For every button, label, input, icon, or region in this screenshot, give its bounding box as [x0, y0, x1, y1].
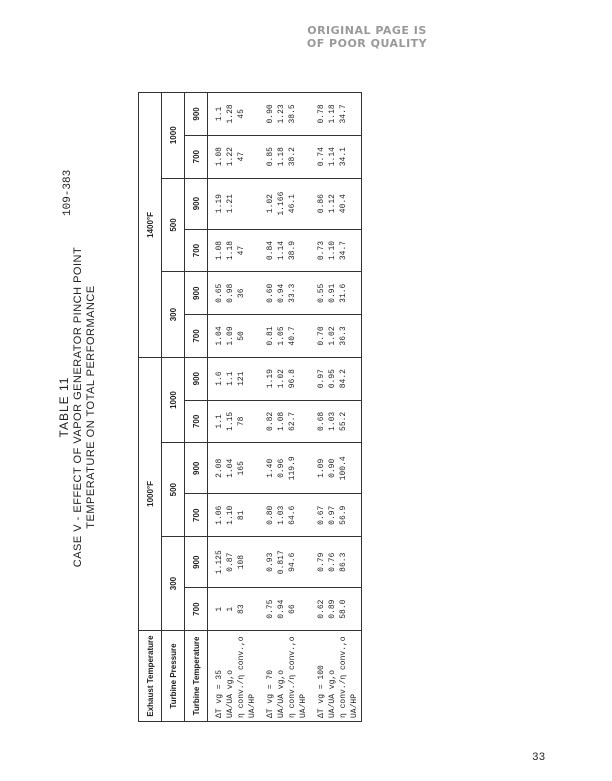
cell-value: 1.02 — [266, 194, 275, 214]
data-cell — [259, 93, 310, 136]
data-cell — [208, 93, 260, 136]
row-label — [208, 631, 260, 722]
cell-value: 46.1 — [288, 194, 297, 214]
cell-value: 0.55 — [317, 283, 326, 303]
cell-value: 1.19 — [215, 194, 224, 214]
table-body — [208, 93, 362, 722]
cell-value: 0.95 — [328, 369, 337, 389]
data-cell — [259, 272, 310, 315]
cell-value: 0.93 — [266, 552, 275, 572]
cell-value: 0.67 — [317, 505, 326, 525]
turbine-pressure-header-row — [162, 93, 185, 722]
data-cell — [310, 494, 362, 537]
cell-value: 0.87 — [226, 552, 235, 572]
row-label-line: η conv./η conv.,o — [339, 636, 348, 718]
cell-value: 1.04 — [215, 326, 224, 346]
turbine-temp-header: 900 — [185, 537, 208, 588]
turbine-pressure-label: Turbine Pressure — [162, 631, 185, 722]
turbine-temp-header: 900 — [185, 272, 208, 315]
cell-value: 0.817 — [277, 550, 286, 575]
cell-value: 58.0 — [339, 599, 348, 619]
cell-value: 108 — [237, 555, 246, 570]
data-cell — [310, 443, 362, 494]
turbine-temp-header: 900 — [185, 178, 208, 229]
cell-value: 56.9 — [339, 505, 348, 525]
pressure-header: 1000 — [162, 93, 185, 179]
cell-value: 0.79 — [317, 552, 326, 572]
cell-value: 1.18 — [277, 147, 286, 167]
data-cell — [310, 357, 362, 400]
pressure-header: 500 — [162, 178, 185, 272]
cell-value: 34.1 — [339, 147, 348, 167]
cell-value: 1.08 — [215, 240, 224, 261]
cell-value: 1.10 — [328, 240, 337, 261]
cell-value: 36 — [237, 288, 246, 299]
cell-value: 121 — [237, 371, 246, 386]
turbine-temp-header: 900 — [185, 357, 208, 400]
cell-value: 1.21 — [226, 194, 235, 214]
exhaust-temperature-label: Exhaust Temperature — [139, 631, 162, 722]
cell-value: 100.4 — [339, 456, 348, 481]
cell-value: 0.74 — [317, 147, 326, 167]
data-cell — [259, 443, 310, 494]
cell-value: 0.62 — [317, 599, 326, 619]
data-cell — [259, 537, 310, 588]
row-label-line: UA/UA vg,o — [328, 669, 337, 718]
data-cell — [208, 443, 260, 494]
row-label-line: ΔT vg = 100 — [317, 665, 326, 718]
cell-value: 94.6 — [288, 552, 297, 572]
cell-value: 0.97 — [317, 369, 326, 389]
cell-value: 86.3 — [339, 552, 348, 572]
cell-value: 0.89 — [328, 599, 337, 619]
cell-value: 31.6 — [339, 283, 348, 303]
cell-value: 1.10 — [226, 505, 235, 525]
cell-value — [236, 181, 247, 227]
cell-value: 0.82 — [266, 411, 275, 431]
data-cell — [310, 272, 362, 315]
table-subtitle-2: TEMPERATURE ON TOTAL PERFORMANCE — [85, 285, 97, 529]
turbine-temp-header: 700 — [185, 315, 208, 358]
data-cell — [208, 494, 260, 537]
row-label-line: UA/HP — [248, 693, 257, 718]
cell-value: 1.02 — [328, 326, 337, 346]
cell-value: 1.04 — [226, 458, 235, 478]
cell-value: 1.125 — [215, 550, 224, 575]
row-label-line: UA/HP — [350, 693, 359, 718]
row-label — [310, 631, 362, 722]
cell-value: 1.12 — [328, 194, 337, 214]
pressure-header: 300 — [162, 537, 185, 631]
turbine-temp-header: 700 — [185, 588, 208, 631]
cell-value: 1.09 — [226, 326, 235, 346]
page-number: 33 — [532, 752, 546, 764]
cell-value: 1.06 — [215, 505, 224, 525]
data-cell — [259, 357, 310, 400]
cell-value: 0.98 — [226, 283, 235, 303]
cell-value: 0.85 — [266, 147, 275, 167]
cell-value: 55.2 — [339, 411, 348, 431]
row-label-line: UA/HP — [299, 693, 308, 718]
cell-value: 66 — [288, 604, 297, 614]
cell-value: 47 — [237, 245, 246, 256]
data-cell — [310, 229, 362, 272]
cell-value: 1.03 — [328, 411, 337, 431]
cell-value: 0.81 — [266, 326, 275, 346]
turbine-temp-header: 700 — [185, 135, 208, 178]
cell-value: 0.97 — [328, 505, 337, 525]
cell-value: 0.75 — [266, 599, 275, 619]
row-label-line: UA/UA vg,o — [226, 669, 235, 718]
pressure-header: 1000 — [162, 357, 185, 442]
cell-value: 84.2 — [339, 369, 348, 389]
cell-value: 1.19 — [266, 369, 275, 389]
cell-value: 78 — [237, 416, 246, 427]
exhaust-temp-1400: 1400°F — [139, 93, 162, 358]
cell-value: 1.14 — [328, 147, 337, 167]
cell-value: 0.84 — [266, 240, 275, 261]
cell-value: 83 — [237, 604, 246, 614]
row-label — [259, 631, 310, 722]
cell-value: 1.18 — [226, 240, 235, 261]
cell-value: 119.9 — [288, 456, 297, 481]
cell-value: 38.9 — [288, 240, 297, 261]
exhaust-temp-1000: 1000°F — [139, 357, 162, 630]
data-cell — [259, 315, 310, 358]
cell-value: 1.28 — [226, 104, 235, 124]
cell-value: 0.80 — [266, 505, 275, 525]
row-label-line: ΔT vg = 70 — [266, 669, 275, 718]
cell-value: 62.7 — [288, 411, 297, 431]
data-cell — [208, 229, 260, 272]
cell-value: 1.09 — [317, 458, 326, 478]
cell-value: 1 — [215, 606, 224, 612]
data-cell — [208, 272, 260, 315]
cell-value: 50 — [237, 331, 246, 341]
turbine-temperature-label: Turbine Temperature — [185, 631, 208, 722]
cell-value: 0.90 — [328, 458, 337, 478]
data-cell — [259, 229, 310, 272]
cell-value: 1.6 — [215, 371, 224, 386]
data-cell — [208, 135, 260, 178]
turbine-temp-header: 700 — [185, 494, 208, 537]
turbine-temp-header: 700 — [185, 229, 208, 272]
cell-value: 45 — [237, 109, 246, 119]
data-cell — [310, 178, 362, 229]
original-page-stamp — [292, 24, 442, 50]
cell-value: 165 — [237, 461, 246, 476]
row-label-line: η conv./η conv.,o — [288, 636, 297, 718]
performance-table — [138, 92, 362, 722]
data-cell — [310, 93, 362, 136]
cell-value: 1.1 — [226, 371, 235, 386]
cell-value: 1.14 — [277, 240, 286, 261]
pressure-header: 300 — [162, 272, 185, 357]
cell-value: 40.4 — [339, 194, 348, 214]
cell-value: 1.03 — [277, 505, 286, 525]
cell-value: 0.90 — [266, 104, 275, 124]
cell-value: 0.68 — [317, 411, 326, 431]
cell-value: 1.08 — [215, 147, 224, 167]
data-cell — [208, 178, 260, 229]
data-cell — [208, 400, 260, 443]
cell-value: 1.22 — [226, 147, 235, 167]
rotated-table-page — [56, 92, 596, 722]
data-cell — [259, 135, 310, 178]
cell-value: 1.40 — [266, 458, 275, 478]
cell-value: 0.76 — [328, 552, 337, 572]
table-row — [259, 93, 310, 722]
cell-value: 0.94 — [277, 599, 286, 619]
data-cell — [208, 588, 260, 631]
cell-value: 96.8 — [288, 369, 297, 389]
row-label-line: η conv./η conv.,o — [237, 636, 246, 718]
cell-value: 1 — [226, 606, 235, 612]
data-cell — [259, 178, 310, 229]
cell-value: 33.3 — [288, 283, 297, 303]
data-cell — [259, 588, 310, 631]
data-cell — [310, 537, 362, 588]
turbine-temp-header: 900 — [185, 93, 208, 136]
table-row — [310, 93, 362, 722]
cell-value: 34.7 — [339, 240, 348, 261]
cell-value: 38.5 — [288, 104, 297, 124]
exhaust-temperature-header-row — [139, 93, 162, 722]
stamp-line-1: ORIGINAL PAGE IS — [307, 24, 427, 37]
cell-value: 81 — [237, 510, 246, 521]
turbine-temperature-header-row — [185, 93, 208, 722]
data-cell — [310, 315, 362, 358]
cell-value: 0.70 — [317, 326, 326, 346]
pressure-header: 500 — [162, 443, 185, 537]
turbine-temp-header: 900 — [185, 443, 208, 494]
row-label-line: ΔT vg = 35 — [215, 669, 224, 718]
data-cell — [259, 400, 310, 443]
cell-value: 47 — [237, 151, 246, 162]
cell-value: 0.94 — [277, 283, 286, 303]
data-cell — [208, 357, 260, 400]
cell-value: 1.05 — [277, 326, 286, 346]
cell-value: 0.96 — [277, 458, 286, 478]
data-cell — [208, 315, 260, 358]
cell-value: 36.3 — [339, 326, 348, 346]
cell-value: 38.2 — [288, 147, 297, 167]
cell-value: 2.08 — [215, 458, 224, 478]
table-subtitle-1: CASE V - EFFECT OF VAPOR GENERATOR PINCH POINT — [72, 246, 84, 568]
cell-value: 0.86 — [317, 194, 326, 214]
document-number: 109-383 — [62, 169, 74, 216]
cell-value: 1.23 — [277, 104, 286, 124]
row-label-line: UA/UA vg,o — [277, 669, 286, 718]
table-title: TABLE 11 — [57, 376, 71, 438]
table-title-block — [56, 92, 98, 722]
cell-value: 0.78 — [317, 104, 326, 124]
cell-value: 1.02 — [277, 369, 286, 389]
cell-value: 40.7 — [288, 326, 297, 346]
stamp-line-2: OF POOR QUALITY — [306, 37, 428, 50]
data-cell — [208, 537, 260, 588]
data-cell — [310, 400, 362, 443]
cell-value: 1.15 — [226, 411, 235, 431]
cell-value: 0.91 — [328, 283, 337, 303]
data-cell — [259, 494, 310, 537]
cell-value: 1.166 — [277, 191, 286, 216]
data-cell — [310, 135, 362, 178]
cell-value: 64.6 — [288, 505, 297, 525]
cell-value: 1.1 — [215, 414, 224, 429]
table-row — [208, 93, 260, 722]
cell-value: 0.60 — [266, 283, 275, 303]
turbine-temp-header: 700 — [185, 400, 208, 443]
cell-value: 1.1 — [215, 106, 224, 122]
cell-value: 1.08 — [277, 411, 286, 431]
cell-value: 34.7 — [339, 104, 348, 124]
cell-value: 1.18 — [328, 104, 337, 124]
data-cell — [310, 588, 362, 631]
cell-value: 0.65 — [215, 283, 224, 303]
cell-value: 0.73 — [317, 240, 326, 261]
